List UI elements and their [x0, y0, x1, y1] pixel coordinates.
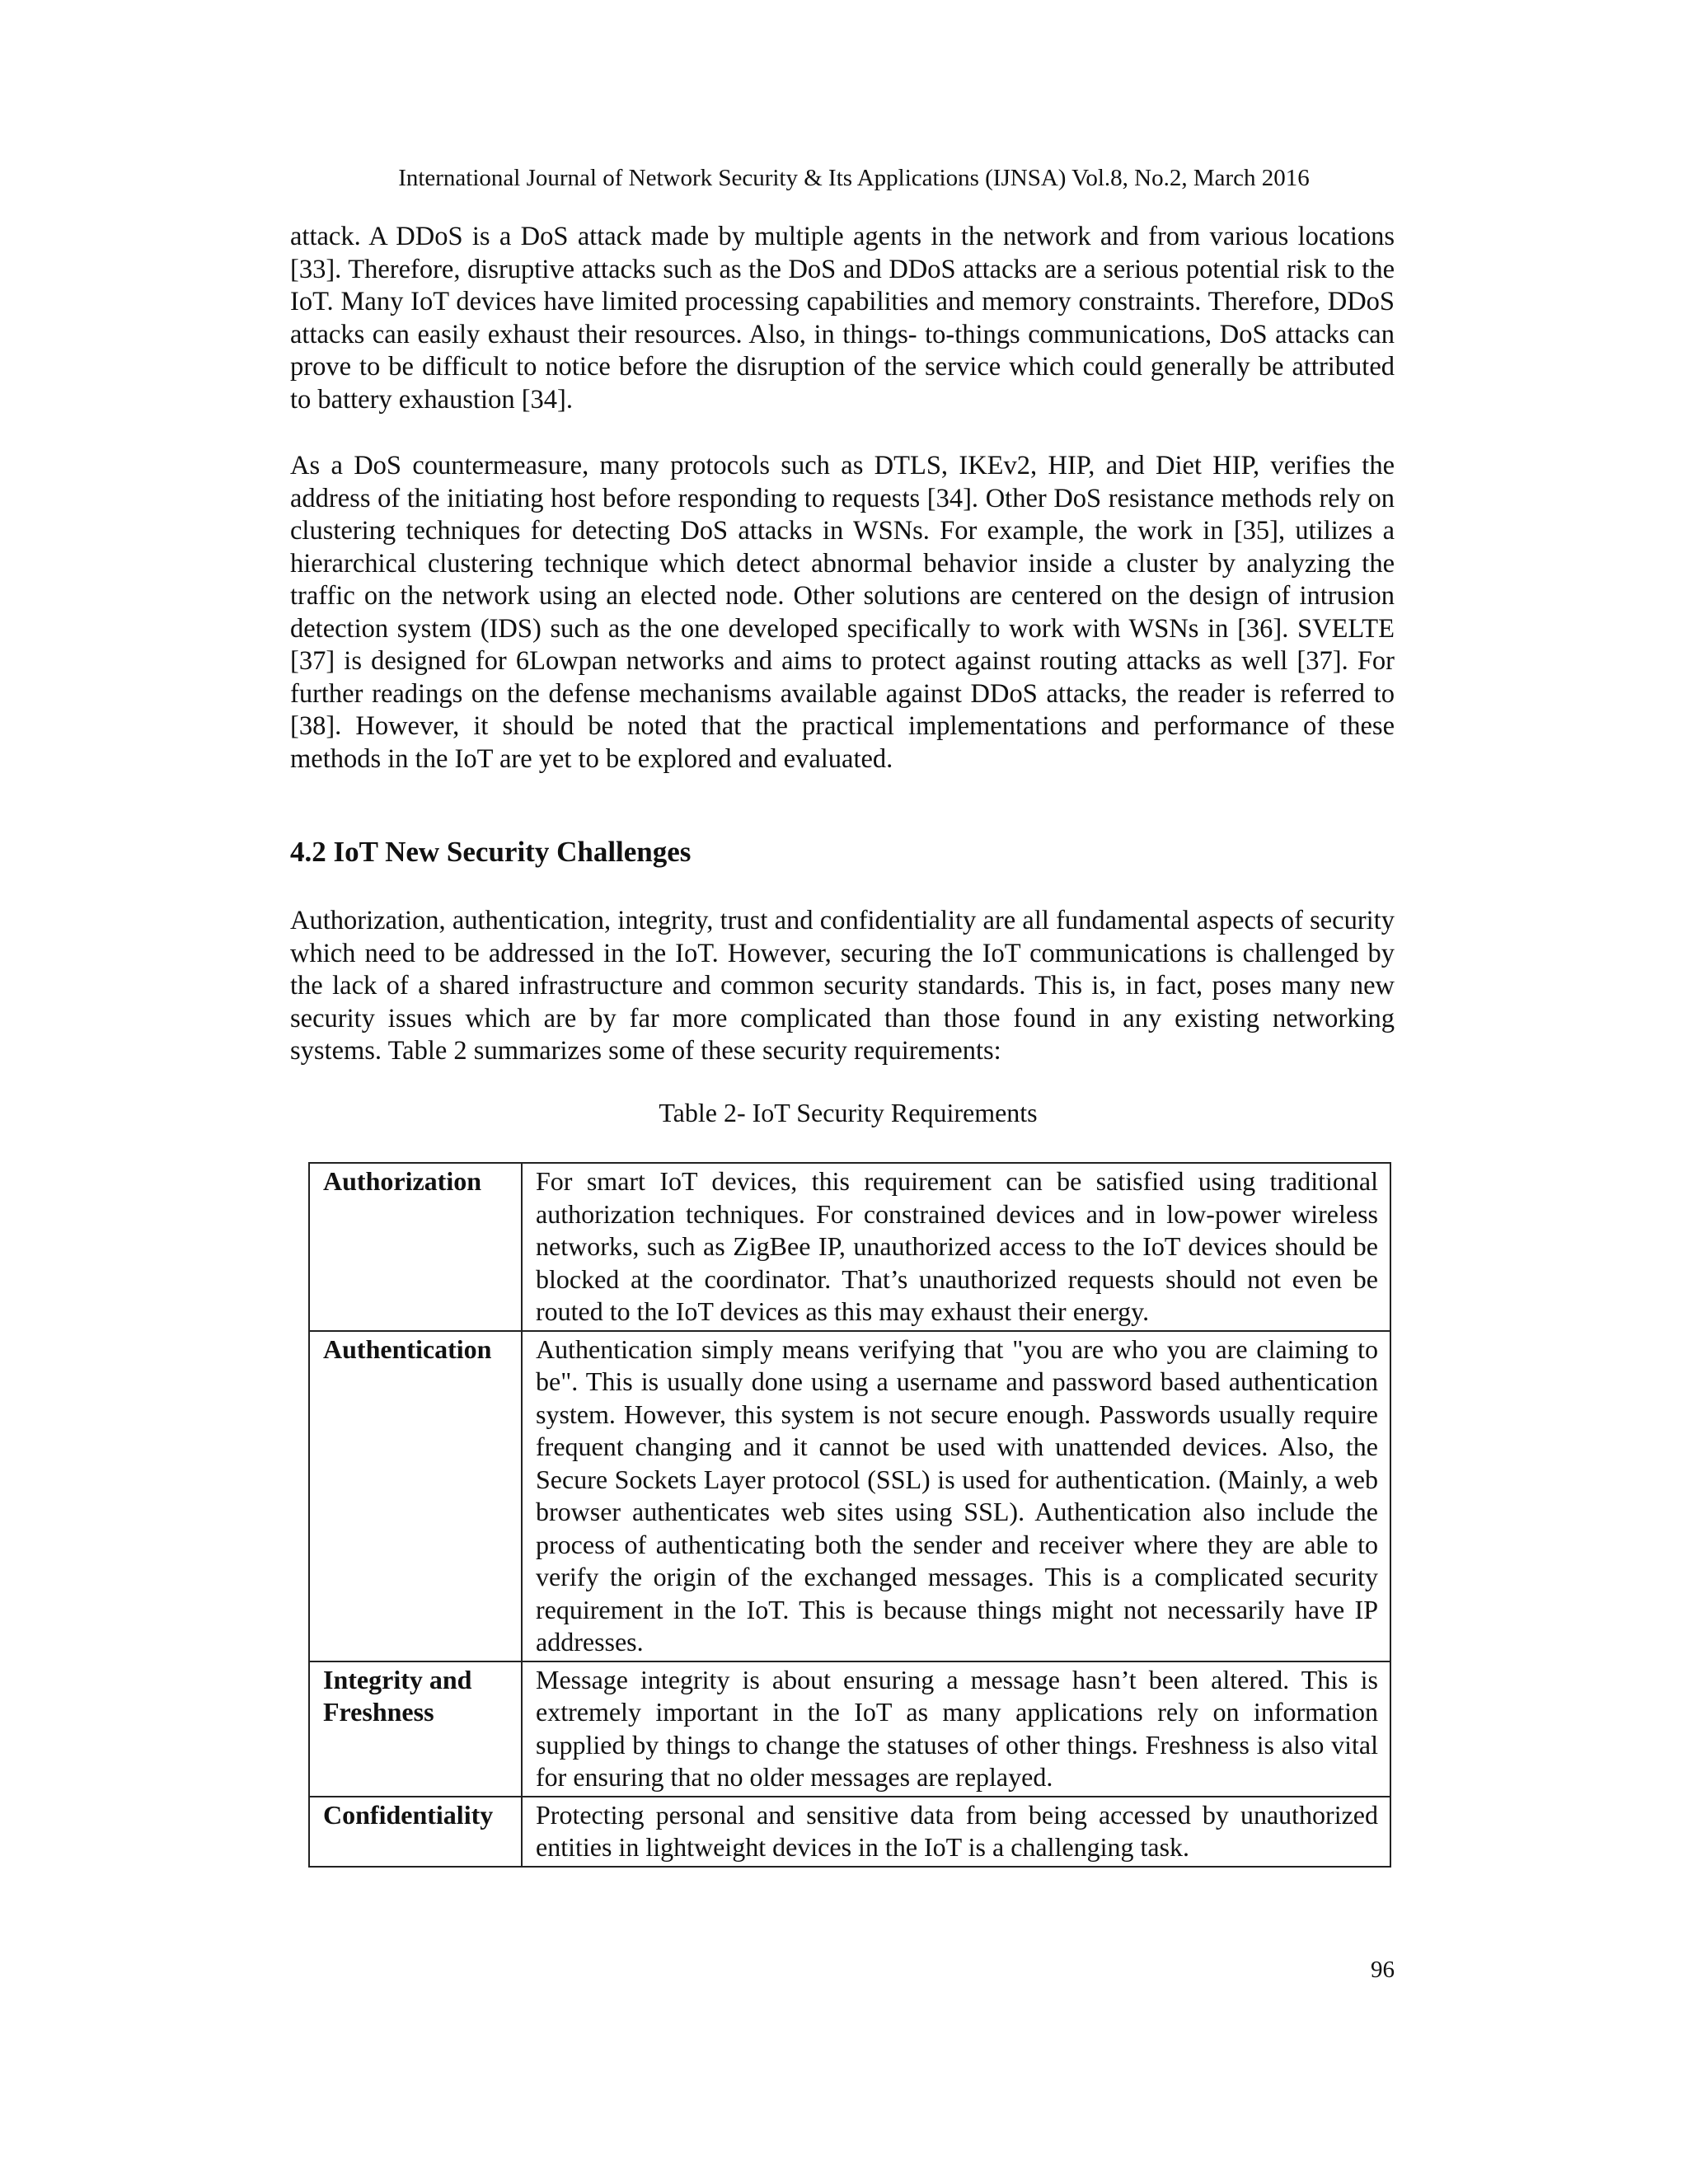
requirement-description: Authentication simply means verifying that "you are who you are claiming to be". This is usually done using a username and password based authentication system. However, this system is not secure enough. Passwords usually require frequent changing and it cannot be used with unattended devices. Also, the Secure Sockets Layer protocol (SSL) is used for authentication. (Mainly, a web browser authenticates web sites using SSL). Authentication also include the process of authenticating both the sender and receiver where they are able to verify the origin of the exchanged messages. This is a complicated security requirement in the IoT. This is because things might not necessarily have IP addresses.: [522, 1331, 1390, 1661]
security-requirements-table: [308, 1162, 1391, 1868]
requirement-description: Message integrity is about ensuring a message hasn’t been altered. This is extremely important in the IoT as many applications rely on information supplied by things to change the statuses of other things. Freshness is also vital for ensuring that no older messages are replayed.: [522, 1661, 1390, 1797]
requirement-name: Authorization: [309, 1163, 522, 1331]
table-row: [309, 1331, 1390, 1661]
table-row: [309, 1797, 1390, 1867]
requirement-description: For smart IoT devices, this requirement can be satisfied using traditional authorization techniques. For constrained devices and in low-power wireless networks, such as ZigBee IP, unauthorized access to the IoT devices should be blocked at the coordinator. That’s unauthorized requests should not even be routed to the IoT devices as this may exhaust their energy.: [522, 1163, 1390, 1331]
requirement-name: Confidentiality: [309, 1797, 522, 1867]
page-number: 96: [1371, 1957, 1395, 1983]
running-head: International Journal of Network Security & Its Applications (IJNSA) Vol.8, No.2, March 2016: [398, 165, 1310, 191]
body-paragraph-challenges: Authorization, authentication, integrity, trust and confidentiality are all fundamental aspects of security which need to be addressed in the IoT. However, securing the IoT communications is challenged by the lack of a shared infrastructure and common security standards. This is, in fact, poses many new security issues which are by far more complicated than those found in any existing networking systems. Table 2 summarizes some of these security requirements:: [290, 906, 1395, 1066]
table-caption: Table 2- IoT Security Requirements: [659, 1098, 1038, 1127]
body-paragraph-countermeasures: As a DoS countermeasure, many protocols such as DTLS, IKEv2, HIP, and Diet HIP, verifies the address of the initiating host before responding to requests [34]. Other DoS resistance methods rely on clustering techniques for detecting DoS attacks in WSNs. For example, the work in [35], utilizes a hierarchical clustering technique which detect abnormal behavior inside a cluster by analyzing the traffic on the network using an elected node. Other solutions are centered on the design of intrusion detection system (IDS) such as the one developed specifically to work with WSNs in [36]. SVELTE [37] is designed for 6Lowpan networks and aims to protect against routing attacks as well [37]. For further readings on the defense mechanisms available against DDoS attacks, the reader is referred to [38]. However, it should be noted that the practical implementations and performance of these methods in the IoT are yet to be explored and evaluated.: [290, 451, 1395, 774]
section-heading: 4.2 IoT New Security Challenges: [290, 836, 692, 868]
table-row: [309, 1661, 1390, 1797]
requirement-name: Integrity and Freshness: [309, 1661, 522, 1797]
body-paragraph-ddos: attack. A DDoS is a DoS attack made by multiple agents in the network and from various locations [33]. Therefore, disruptive attacks such as the DoS and DDoS attacks are a serious potential risk to the IoT. Many IoT devices have limited processing capabilities and memory constraints. Therefore, DDoS attacks can easily exhaust their resources. Also, in things- to-things communications, DoS attacks can prove to be difficult to notice before the disruption of the service which could generally be attributed to battery exhaustion [34].: [290, 222, 1395, 415]
requirement-description: Protecting personal and sensitive data from being accessed by unauthorized entities in lightweight devices in the IoT is a challenging task.: [522, 1797, 1390, 1867]
table-row: [309, 1163, 1390, 1331]
requirement-name: Authentication: [309, 1331, 522, 1661]
